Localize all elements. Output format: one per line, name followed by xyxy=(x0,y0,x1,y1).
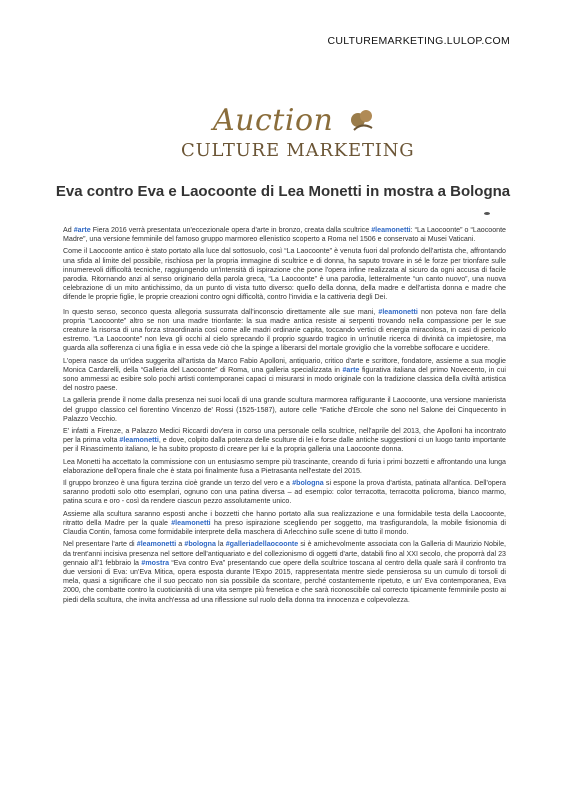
site-url[interactable]: CULTUREMARKETING.LULOP.COM xyxy=(327,35,510,47)
article-paragraph xyxy=(63,247,506,302)
decorative-dot xyxy=(484,212,490,215)
paragraph-text: si espone la prova d'artista, patinata all'antica. Dell'opera saranno prodotti solo otto esemplari, ognuno con una patina diversa – ad esempio: color terracotta, terracotta policroma, bianco marmo, patina scura e oro - così da rendere ciascun pezzo assolutamente unico. xyxy=(63,479,506,506)
article-paragraph xyxy=(63,357,506,394)
article-paragraph xyxy=(63,458,506,476)
article-paragraph xyxy=(63,427,506,455)
paragraph-text: “Eva contro Eva” presentando cue opere della scultrice toscana al centro della quale sarà il confronto tra due versioni di Eva: un'Eva Mitica, opera esposta durante l'Expo 2015, rappresentata mentre siede pensierosa su un cumulo di torsoli di mela, quasi a significare che il suo peccato non sia possibile da scontare, perché costantemente ripetuto, e un' Eva contemporanea, Eva 2000, che combatte contro la cuoticianità di una vita sempre più frenetica e che sarà riconoscibile cal correcto tipicamente femminile posto ai piedi della scultura, che invita anch'essa ad una riflessione sul ruolo della donna tra innocenza e colpevolezza. xyxy=(63,558,507,604)
logo-script-text: Auction xyxy=(213,103,334,138)
hashtag-link[interactable]: #leamonetti xyxy=(171,518,211,527)
hashtag-link[interactable]: #galleriadellaocoonte xyxy=(225,540,299,549)
article-paragraph xyxy=(63,510,506,538)
hashtag-link[interactable]: #leamonetti xyxy=(378,307,418,316)
article-paragraph xyxy=(63,226,506,244)
paragraph-text: L'opera nasce da un'idea suggerita all'artista da Marco Fabio Apolloni, antiquario, critico d'arte e scrittore, fondatore, assieme a sua moglie Monica Cardarelli, della “Galleria del Laocoonte” di Roma, una galleria specializzata in xyxy=(63,356,506,374)
paragraph-text: ha preso ispirazione scegliendo per soggetto, ma trasfigurandola, la mobile fisionomia di Claudia Contin, famosa come formidabile interprete della maschera di Arlecchino sulle scene di tutto il mondo. xyxy=(63,518,506,537)
paragraph-text: In questo senso, seconco questa allegoria sussurrata dall'inconscio direttamente alle sue mani, xyxy=(63,307,379,316)
paragraph-text: Nel presentare l'arte di xyxy=(63,540,137,549)
paragraph-text: La galleria prende il nome dalla presenza nei suoi locali di una grande scultura marmorea raffigurante il Laocoonte, una versione manierista del gruppo classico cel fiorentino Vincenzo de' Rossi (1525-1587), autore celle “Fatiche d'Ercole che sono nel Salone dei Cinquecento in Palazzo Vecchio. xyxy=(63,396,506,423)
paragraph-text: : “La Laocoonte” o “Laocoonte Madre”, una versione femminile del famoso gruppo marmoreo ellenistico scoperto a Roma nel 1506 e conservato ai Musei Vaticani. xyxy=(63,226,507,244)
auction-culture-marketing-logo xyxy=(181,103,415,173)
paragraph-text: si è amichevolmente associata con la Galleria di Maurizio Nobile, da trent'anni incisiva presenza nel settore dell'antiquariato e del collezionismo di oggetti d'arte, databili fino al XXI secolo, che proporrà dal 23 gennaio all'1 febbraio la xyxy=(63,540,506,567)
hashtag-link[interactable]: #leamonetti xyxy=(136,540,177,549)
paragraph-text: la xyxy=(215,540,226,549)
paragraph-text: non poteva non fare della propria “Laocoonte” altro se non una madre trionfante: la sua madre antica resiste ai serpenti trovando nella compassione per le sue creature la risorsa di una forza straordinaria così come alle madri ordinarie capita, toccando vertici di energia miracolosa, in casi di pericolo estremo. “La Laocoonte” non leva gli occhi al cielo sprecando il proprio sguardo tragico in un'inutile ricerca di divinità ca impietosire, ma guarda alla sofferenza ci una figlia e in essa vede ciò che la spinge a liberarsi del mortale groviglio che la vorrebbe soffocare e uccidere. xyxy=(63,307,506,353)
paragraph-text: Come il Laocoonte antico è stato portato alla luce dal sottosuolo, così “La Laocoonte” è venuta fuori dal profondo dell'artista che, affrontando una sfida al limite del possibile, rischiosa per la propria immagine di scultrice e di donna, ha saputo trovare in sé le forze per trionfare sulle innumerevoli difficoltà tecniche, raggiungendo un'intensità di ispirazione che pone l'opera infine realizzata al sicuro da ogni accusa di facile parodia. Ritornando anzi al senso originario della parola greca, “La Laocoonte” è una parodia, letteralmente “un canto nuovo”, una nuova celebrazione di un mito antichissimo, da un punto di vista tutto diverso: quello della donna, della madre e dell'artista donna e madre che difende le proprie figlie, le proprie creazioni contro ogni difficoltà, contro l'invidia e la cattiveria degli Dei. xyxy=(63,247,506,302)
hashtag-link[interactable]: #leamonetti xyxy=(371,226,411,234)
hashtag-link[interactable]: #leamonetti xyxy=(119,436,159,445)
logo-figure-icon xyxy=(350,106,374,134)
hashtag-link[interactable]: #bologna xyxy=(184,540,216,549)
paragraph-text: a xyxy=(176,540,185,549)
logo-caps-text: CULTURE MARKETING xyxy=(181,140,415,161)
paragraph-text: , e dove, colpito dalla potenza delle sculture di lei e forse dalle antiche suggestioni ci un luogo tanto importante per il Rinascimento italiano, le ha subito proposto di creare per lui e la propria galleria una Laocoonte donna. xyxy=(63,436,506,454)
paragraph-text: Ad xyxy=(63,226,74,234)
hashtag-link[interactable]: #bologna xyxy=(292,479,324,488)
article-paragraph xyxy=(63,396,506,424)
paragraph-text: Il gruppo bronzeo è una figura terzina cioè grande un terzo del vero e a xyxy=(63,479,293,488)
hashtag-link[interactable]: #mostra xyxy=(141,558,170,567)
hashtag-link[interactable]: #arte xyxy=(73,226,91,234)
article-paragraph xyxy=(63,308,506,354)
paragraph-text: Fiera 2016 verrà presentata un'eccezionale opera d'arte in bronzo, creata dalla scultrice xyxy=(90,226,372,234)
hashtag-link[interactable]: #arte xyxy=(342,365,360,374)
paragraph-text: figurativa italiana del primo Novecento, in cui sono ammessi ac esibire solo pochi artisti contemporanei capaci ci misurarsi in modo originale con la tradizione classica della civiltà artistica del nostro paese. xyxy=(63,365,506,393)
paragraph-text: Assieme alla scultura saranno esposti anche i bozzetti che hanno portato alla sua realizzazione e una formidabile testa della Laocoonte, ritratto della Madre per la quale xyxy=(63,509,506,527)
article-paragraph xyxy=(63,540,506,604)
paragraph-text: E' infatti a Firenze, a Palazzo Medici Riccardi dov'era in corso una personale cella scultrice, nell'aprile del 2013, che Apolloni ha incontrato per la prima volta xyxy=(63,427,506,445)
article-paragraph xyxy=(63,479,506,507)
article-body xyxy=(63,226,506,608)
paragraph-text: Lea Monetti ha accettato la commissione con un entusiasmo sempre più trascinante, creando di furia i primi bozzetti e affrontando una lunga elaborazione dell'opera finale che è stata poi finalmente fusa a Pietrasanta nell'estate del 2015. xyxy=(63,457,506,475)
article-title: Eva contro Eva e Laocoonte di Lea Monetti in mostra a Bologna xyxy=(55,183,511,200)
